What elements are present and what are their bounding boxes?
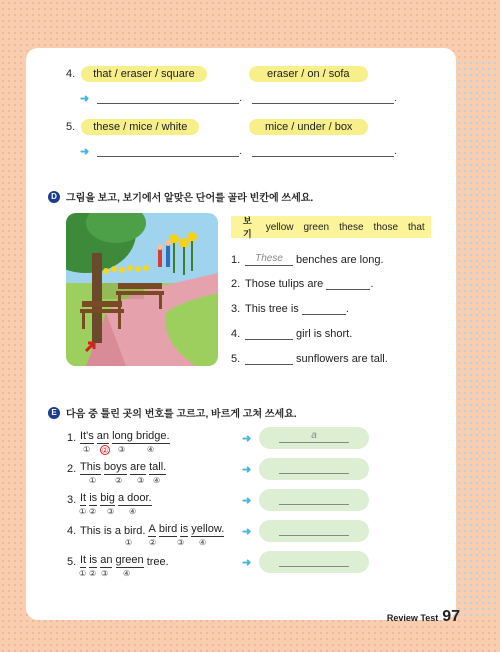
choice-marker: ① bbox=[89, 476, 97, 485]
choice-segment[interactable]: door. bbox=[124, 492, 152, 504]
answer-box[interactable] bbox=[259, 489, 369, 511]
c-item-5 bbox=[66, 119, 199, 135]
answer-text: a bbox=[311, 430, 317, 441]
d-item-2 bbox=[231, 278, 373, 290]
e-item-2 bbox=[67, 461, 167, 485]
choice-segment[interactable]: a bbox=[117, 492, 125, 504]
arrow-right-icon: ➜ bbox=[242, 557, 252, 569]
choice-marker: ④ bbox=[153, 476, 161, 485]
choice-segment[interactable]: It bbox=[80, 492, 87, 504]
answer-blank[interactable] bbox=[302, 305, 346, 315]
choice-segment[interactable]: an bbox=[100, 554, 113, 566]
answer-box[interactable] bbox=[259, 551, 369, 573]
choice-segment[interactable]: yellow. bbox=[191, 523, 225, 535]
d-item-4 bbox=[231, 328, 352, 340]
c-item-4-answer-row bbox=[80, 92, 397, 105]
choice-marker: ③ bbox=[101, 569, 109, 578]
word-bank-word: yellow bbox=[265, 221, 294, 233]
sentence-text: This tree is bbox=[245, 303, 302, 315]
item-number: 2. bbox=[67, 463, 77, 475]
choice-marker: ④ bbox=[199, 538, 207, 547]
section-e-title bbox=[48, 405, 297, 420]
choice-segment[interactable]: an bbox=[96, 430, 110, 442]
period: . bbox=[239, 146, 242, 157]
choice-segment[interactable]: is bbox=[180, 523, 189, 535]
answer-blank[interactable] bbox=[252, 94, 394, 104]
d-item-1 bbox=[231, 253, 384, 266]
word-bank-word: these bbox=[339, 221, 364, 233]
item-number: 3. bbox=[231, 303, 241, 315]
period: . bbox=[239, 93, 242, 104]
choice-marker: ④ bbox=[129, 507, 137, 516]
sentence-text: tree. bbox=[143, 556, 169, 568]
choice-segment[interactable]: It bbox=[80, 554, 87, 566]
sentence-text: . bbox=[370, 278, 374, 290]
word-bank-label: 보기 bbox=[243, 216, 252, 239]
choice-segment[interactable]: bridge. bbox=[132, 430, 170, 442]
choice-segment[interactable]: A bbox=[148, 523, 156, 535]
choice-marker: ① bbox=[79, 569, 87, 578]
page-number: 97 bbox=[442, 608, 460, 625]
choice-marker: ② bbox=[149, 538, 157, 547]
choice-segment[interactable]: is bbox=[89, 554, 98, 566]
sentence-text: benches are long. bbox=[293, 254, 384, 266]
word-hint-pill: eraser / on / sofa bbox=[249, 66, 368, 82]
item-number: 4. bbox=[231, 328, 241, 340]
word-hint-pill: mice / under / box bbox=[249, 119, 368, 135]
item-number: 5. bbox=[231, 353, 241, 365]
choice-marker: ① bbox=[83, 445, 91, 454]
word-bank-word: green bbox=[303, 221, 330, 233]
park-illustration bbox=[66, 213, 218, 366]
choice-segment[interactable]: tall. bbox=[149, 461, 167, 473]
c-item-4 bbox=[66, 66, 207, 82]
answer-blank[interactable] bbox=[97, 94, 239, 104]
item-number: 1. bbox=[231, 254, 241, 266]
arrow-right-icon: ➜ bbox=[242, 495, 252, 507]
page-footer bbox=[387, 608, 460, 626]
choice-segment[interactable]: are bbox=[130, 461, 147, 473]
choice-segment[interactable]: long bbox=[112, 430, 133, 442]
answer-blank[interactable] bbox=[326, 280, 370, 290]
answer-line bbox=[279, 442, 349, 443]
section-d-title bbox=[48, 189, 313, 204]
c-item-5-answer-row bbox=[80, 145, 397, 158]
e-item-4 bbox=[67, 523, 225, 547]
d-item-5 bbox=[231, 353, 388, 365]
arrow-right-icon: ➜ bbox=[242, 433, 252, 445]
choice-marker: ② bbox=[89, 569, 97, 578]
arrow-right-icon: ➜ bbox=[80, 93, 90, 105]
choice-segment[interactable]: big bbox=[100, 492, 115, 504]
item-number: 4. bbox=[66, 68, 76, 80]
choice-marker: ③ bbox=[177, 538, 185, 547]
answer-box[interactable] bbox=[259, 458, 369, 480]
choice-marker: ① bbox=[125, 538, 133, 547]
answer-line bbox=[279, 473, 349, 474]
item-number: 2. bbox=[231, 278, 241, 290]
c-item-4-right bbox=[249, 66, 368, 82]
answer-line bbox=[279, 504, 349, 505]
answer-blank[interactable]: These bbox=[245, 253, 293, 266]
choice-segment[interactable]: boys bbox=[103, 461, 128, 473]
choice-marker: ② bbox=[89, 507, 97, 516]
section-instruction: 그림을 보고, 보기에서 알맞은 단어를 골라 빈칸에 쓰세요. bbox=[66, 193, 314, 204]
e-item-1 bbox=[67, 430, 170, 455]
answer-blank[interactable] bbox=[97, 147, 239, 157]
answer-box[interactable] bbox=[259, 427, 369, 449]
word-hint-pill: that / eraser / square bbox=[81, 66, 207, 82]
word-hint-pill: these / mice / white bbox=[81, 119, 199, 135]
item-number: 1. bbox=[67, 432, 77, 444]
section-instruction: 다음 중 틀린 곳의 번호를 고르고, 바르게 고쳐 쓰세요. bbox=[66, 409, 297, 420]
e-item-3 bbox=[67, 492, 152, 516]
answer-blank[interactable] bbox=[245, 355, 293, 365]
word-bank-word: that bbox=[408, 221, 425, 233]
sentence-text: Those tulips are bbox=[245, 278, 327, 290]
choice-marker: ③ bbox=[118, 445, 126, 454]
choice-segment[interactable]: bird bbox=[158, 523, 178, 535]
choice-marker: ④ bbox=[123, 569, 131, 578]
decorative-dot-grid bbox=[456, 60, 500, 620]
answer-line bbox=[279, 566, 349, 567]
arrow-right-icon: ➜ bbox=[242, 464, 252, 476]
item-number: 4. bbox=[67, 525, 77, 537]
section-badge: E bbox=[48, 407, 60, 419]
choice-segment[interactable]: is bbox=[89, 492, 98, 504]
d-item-3 bbox=[231, 303, 349, 315]
period: . bbox=[394, 93, 397, 104]
choice-marker: ④ bbox=[147, 445, 155, 454]
choice-marker: ③ bbox=[107, 507, 115, 516]
sentence-text: sunflowers are tall. bbox=[293, 353, 388, 365]
sentence-text: This is a bird. bbox=[80, 525, 149, 537]
arrow-right-icon: ➜ bbox=[80, 146, 90, 158]
item-number: 3. bbox=[67, 494, 77, 506]
answer-box[interactable] bbox=[259, 520, 369, 542]
choice-segment[interactable]: green bbox=[115, 554, 144, 566]
footer-title: Review Test bbox=[386, 613, 439, 623]
item-number: 5. bbox=[66, 121, 76, 133]
c-item-5-right bbox=[249, 119, 368, 135]
sentence-text: . bbox=[345, 303, 349, 315]
answer-line bbox=[279, 535, 349, 536]
sentence-text: girl is short. bbox=[293, 328, 353, 340]
answer-blank[interactable] bbox=[252, 147, 394, 157]
choice-marker: ① bbox=[79, 507, 87, 516]
choice-segment[interactable]: This bbox=[80, 461, 101, 473]
answer-blank[interactable] bbox=[245, 330, 293, 340]
choice-marker: ② bbox=[115, 476, 123, 485]
section-badge: D bbox=[48, 191, 60, 203]
word-bank-word: those bbox=[373, 221, 399, 233]
choice-segment[interactable]: It's bbox=[80, 430, 94, 442]
choice-marker: ③ bbox=[137, 476, 145, 485]
e-item-5 bbox=[67, 554, 169, 578]
period: . bbox=[394, 146, 397, 157]
arrow-right-icon: ➜ bbox=[242, 526, 252, 538]
word-bank bbox=[231, 216, 431, 238]
choice-marker-selected: ② bbox=[101, 446, 109, 455]
item-number: 5. bbox=[67, 556, 77, 568]
